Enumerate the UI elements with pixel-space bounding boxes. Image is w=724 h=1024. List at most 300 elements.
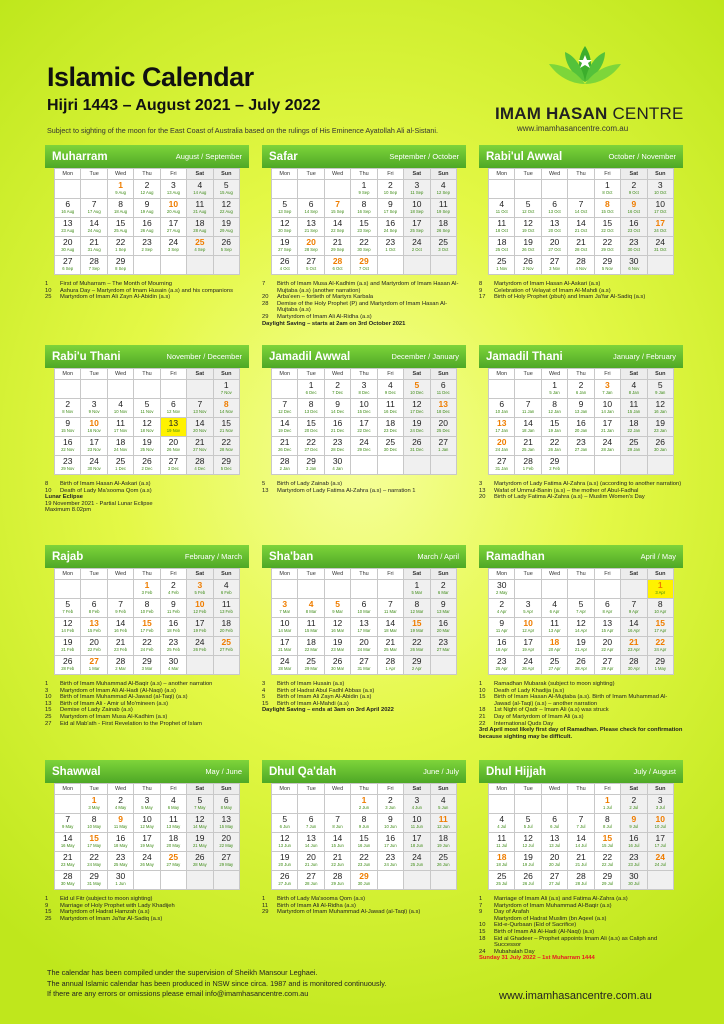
hijri-day: 29 bbox=[602, 871, 613, 881]
weekday-label: Sat bbox=[621, 369, 647, 380]
day-cell bbox=[272, 871, 298, 890]
weekday-header-row bbox=[55, 369, 240, 380]
hijri-day: 28 bbox=[385, 656, 396, 666]
event-list bbox=[45, 481, 249, 514]
hijri-day: 7 bbox=[578, 199, 584, 209]
hijri-day: 10 bbox=[89, 418, 99, 428]
gregorian-date: 9 May bbox=[62, 824, 74, 829]
hijri-day: 4 bbox=[440, 180, 446, 190]
hijri-day: 29 bbox=[306, 456, 316, 466]
event-text: Ramadhan Mubarak (subject to moon sighting) bbox=[494, 681, 615, 687]
day-cell bbox=[430, 456, 456, 475]
gregorian-date: 10 Feb bbox=[140, 609, 154, 614]
event-text: Birth of Imam Ali Zayn Al-Abidin (a.s) bbox=[277, 694, 372, 701]
weekday-label: Sun bbox=[213, 784, 239, 795]
hijri-day: 10 bbox=[523, 618, 533, 628]
day-cell bbox=[160, 637, 186, 656]
event-text: Martyrdom of Imam Musa Al-Kadhim (a.s) bbox=[60, 713, 168, 720]
gregorian-date: 13 Aug bbox=[166, 190, 180, 195]
weekday-label: Sat bbox=[621, 784, 647, 795]
hijri-day: 8 bbox=[605, 199, 610, 209]
hijri-day: 4 bbox=[552, 599, 557, 609]
gregorian-date: 8 Jun bbox=[332, 824, 343, 829]
hijri-day: 28 bbox=[332, 871, 343, 881]
gregorian-date: 28 Oct bbox=[574, 247, 588, 252]
day-cell bbox=[134, 580, 160, 599]
gregorian-date: 18 Feb bbox=[166, 628, 180, 633]
gregorian-date: 11 Jan bbox=[522, 409, 535, 414]
weekday-label: Mon bbox=[272, 369, 298, 380]
gregorian-date: 18 Apr bbox=[495, 647, 508, 652]
gregorian-date: 9 Jun bbox=[358, 824, 370, 829]
gregorian-date: 23 Jul bbox=[628, 862, 640, 867]
gregorian-date: 3 Apr bbox=[655, 590, 666, 595]
event-item bbox=[479, 707, 683, 714]
hijri-day: 21 bbox=[332, 237, 343, 247]
gregorian-date: 29 May bbox=[219, 862, 234, 867]
event-text: International Quds Day bbox=[494, 720, 554, 727]
day-cell bbox=[134, 795, 160, 814]
week-row bbox=[489, 814, 674, 833]
hijri-day: 12 bbox=[332, 618, 343, 628]
day-cell bbox=[568, 380, 594, 399]
weekday-label: Sat bbox=[404, 369, 430, 380]
event-day: 10 bbox=[45, 487, 52, 494]
gregorian-date: 22 Feb bbox=[87, 647, 101, 652]
hijri-day: 28 bbox=[279, 456, 290, 466]
event-day: 21 bbox=[479, 713, 486, 720]
event-item bbox=[479, 916, 683, 923]
hijri-day: 11 bbox=[497, 833, 507, 843]
hijri-day: 7 bbox=[335, 199, 340, 209]
hijri-day: 22 bbox=[142, 637, 152, 647]
gregorian-date: 25 Jan bbox=[521, 447, 535, 452]
hijri-day: 3 bbox=[657, 795, 663, 805]
gregorian-date: 29 Jun bbox=[331, 881, 344, 886]
gregorian-date: 6 Mar bbox=[437, 590, 449, 595]
week-row bbox=[55, 418, 240, 437]
gregorian-date: 20 Aug bbox=[166, 209, 180, 214]
hijri-day: 1 bbox=[605, 795, 610, 805]
gregorian-date: 15 Oct bbox=[601, 209, 614, 214]
hijri-day: 1 bbox=[414, 580, 420, 590]
day-cell bbox=[489, 852, 515, 871]
hijri-day: 6 bbox=[499, 399, 505, 409]
day-cell bbox=[213, 237, 239, 256]
month-header bbox=[45, 145, 249, 168]
week-row bbox=[489, 237, 674, 256]
hijri-day: 7 bbox=[525, 399, 531, 409]
day-cell bbox=[213, 456, 239, 475]
event-day: 9 bbox=[45, 902, 49, 909]
gregorian-date: 11 May bbox=[113, 824, 128, 829]
gregorian-date: 12 Jan bbox=[548, 409, 561, 414]
hijri-day: 19 bbox=[655, 418, 665, 428]
weekday-label: Tue bbox=[298, 784, 324, 795]
weekday-label: Fri bbox=[594, 369, 620, 380]
gregorian-date: 30 Nov bbox=[87, 466, 101, 471]
day-cell bbox=[187, 814, 213, 833]
gregorian-date: 3 Mar bbox=[141, 666, 153, 671]
day-cell bbox=[107, 418, 133, 437]
hijri-day: 20 bbox=[602, 637, 613, 647]
hijri-day: 20 bbox=[438, 418, 448, 428]
day-cell bbox=[489, 814, 515, 833]
gregorian-date: 26 May bbox=[140, 862, 154, 867]
day-cell bbox=[324, 656, 350, 675]
day-cell bbox=[489, 399, 515, 418]
day-cell bbox=[134, 237, 160, 256]
gregorian-date: 29 Mar bbox=[304, 666, 318, 671]
month-name: Dhul Hijjah bbox=[486, 765, 547, 778]
day-cell bbox=[377, 399, 403, 418]
day-cell bbox=[55, 580, 81, 599]
hijri-day: 26 bbox=[195, 852, 205, 862]
hijri-day: 15 bbox=[359, 218, 369, 228]
weekday-label: Wed bbox=[541, 569, 567, 580]
day-cell bbox=[404, 418, 430, 437]
day-cell bbox=[430, 814, 456, 833]
day-cell bbox=[647, 399, 673, 418]
day-cell bbox=[272, 418, 298, 437]
event-item bbox=[45, 281, 249, 288]
gregorian-date: 2 Dec bbox=[141, 466, 153, 471]
event-item bbox=[45, 721, 249, 728]
day-cell bbox=[351, 237, 377, 256]
hijri-day: 6 bbox=[308, 814, 314, 824]
gregorian-date: 21 Jan bbox=[601, 428, 614, 433]
gregorian-date: 20 Jan bbox=[574, 428, 588, 433]
hijri-day: 8 bbox=[361, 199, 367, 209]
hijri-day: 7 bbox=[631, 599, 637, 609]
day-cell bbox=[594, 199, 620, 218]
weekday-label: Tue bbox=[515, 169, 541, 180]
day-cell bbox=[107, 833, 133, 852]
week-row bbox=[55, 180, 240, 199]
day-cell bbox=[404, 180, 430, 199]
gregorian-date: 11 Feb bbox=[167, 609, 180, 614]
hijri-day: 7 bbox=[388, 599, 393, 609]
day-cell bbox=[404, 199, 430, 218]
event-item bbox=[45, 916, 249, 923]
gregorian-date: 11 Jun bbox=[410, 824, 423, 829]
day-cell bbox=[647, 656, 673, 675]
week-row bbox=[489, 852, 674, 871]
day-cell bbox=[134, 656, 160, 675]
gregorian-date: 8 Sep bbox=[115, 266, 127, 271]
week-row bbox=[272, 599, 457, 618]
gregorian-date: 27 Jul bbox=[548, 881, 561, 886]
gregorian-date: 1 Dec bbox=[115, 466, 127, 471]
event-item bbox=[479, 288, 683, 295]
day-cell bbox=[377, 795, 403, 814]
gregorian-date: 23 Sep bbox=[357, 228, 371, 233]
hijri-day: 20 bbox=[496, 437, 507, 447]
hijri-day: 27 bbox=[62, 256, 73, 266]
hijri-day: 18 bbox=[496, 237, 507, 247]
gregorian-date: 17 Jul bbox=[654, 843, 666, 848]
day-cell bbox=[213, 437, 239, 456]
gregorian-date: 23 May bbox=[60, 862, 75, 867]
gregorian-date: 19 Feb bbox=[193, 628, 207, 633]
gregorian-date: 7 Sep bbox=[88, 266, 100, 271]
hijri-day: 14 bbox=[332, 218, 343, 228]
hijri-day: 25 bbox=[629, 437, 639, 447]
weekday-label: Wed bbox=[107, 369, 133, 380]
gregorian-date: 26 Sep bbox=[436, 228, 450, 233]
day-cell bbox=[430, 618, 456, 637]
weekday-label: Mon bbox=[272, 169, 298, 180]
event-day: 20 bbox=[262, 294, 269, 301]
day-cell bbox=[568, 199, 594, 218]
event-note: 3rd April most likely first day of Ramadhan. Please check for confirmation because sighting may be difficult. bbox=[479, 727, 683, 740]
gregorian-date: 14 Nov bbox=[219, 409, 233, 414]
gregorian-date: 15 Dec bbox=[357, 409, 371, 414]
gregorian-date: 13 Apr bbox=[548, 628, 561, 633]
event-day: 24 bbox=[479, 948, 486, 955]
gregorian-date: 2 Jan bbox=[279, 466, 290, 471]
event-text: Celebration of Velayat of Imam Al-Mahdi (a.s) bbox=[494, 287, 611, 294]
hijri-day: 15 bbox=[221, 418, 231, 428]
gregorian-date: 22 Mar bbox=[304, 647, 318, 652]
hijri-day: 15 bbox=[549, 418, 560, 428]
day-cell bbox=[647, 580, 673, 599]
month-header bbox=[45, 760, 249, 783]
hijri-day: 5 bbox=[65, 599, 71, 609]
hijri-day: 3 bbox=[525, 599, 531, 609]
hijri-day: 19 bbox=[576, 637, 586, 647]
day-cell bbox=[489, 199, 515, 218]
month-name: Ramadhan bbox=[486, 550, 545, 563]
day-cell bbox=[489, 580, 515, 599]
month-name: Rajab bbox=[52, 550, 84, 563]
hijri-day: 6 bbox=[65, 199, 71, 209]
gregorian-date: 28 Aug bbox=[193, 228, 207, 233]
day-cell bbox=[213, 199, 239, 218]
gregorian-date: 5 Jun bbox=[438, 805, 449, 810]
hijri-day: 3 bbox=[414, 795, 420, 805]
day-cell bbox=[351, 618, 377, 637]
day-cell bbox=[430, 256, 456, 275]
hijri-day: 14 bbox=[385, 618, 396, 628]
day-cell bbox=[430, 418, 456, 437]
hijri-day: 29 bbox=[412, 656, 422, 666]
hijri-day: 24 bbox=[655, 237, 665, 247]
day-cell bbox=[160, 618, 186, 637]
gregorian-date: 3 Dec bbox=[167, 466, 179, 471]
gregorian-date: 18 Jun bbox=[410, 843, 424, 848]
brand-name-light: CENTRE bbox=[612, 104, 684, 123]
hijri-day: 6 bbox=[361, 599, 367, 609]
day-cell bbox=[404, 656, 430, 675]
hijri-day: 23 bbox=[496, 656, 507, 666]
day-cell bbox=[187, 380, 213, 399]
gregorian-date: 8 May bbox=[220, 805, 232, 810]
day-cell bbox=[298, 852, 324, 871]
gregorian-date: 10 Jul bbox=[654, 824, 666, 829]
hijri-day: 1 bbox=[361, 795, 367, 805]
gregorian-date: 2 Apr bbox=[411, 666, 422, 671]
event-item bbox=[45, 481, 249, 488]
weekday-label: Tue bbox=[81, 369, 107, 380]
event-item bbox=[45, 707, 249, 714]
hijri-day: 26 bbox=[221, 237, 231, 247]
day-cell bbox=[107, 199, 133, 218]
hijri-day: 20 bbox=[62, 237, 73, 247]
day-cell bbox=[187, 180, 213, 199]
day-cell bbox=[324, 637, 350, 656]
day-cell bbox=[351, 656, 377, 675]
gregorian-date: 5 Oct bbox=[306, 266, 317, 271]
day-cell bbox=[324, 437, 350, 456]
hijri-day: 9 bbox=[388, 814, 393, 824]
day-cell bbox=[647, 456, 673, 475]
day-cell bbox=[568, 637, 594, 656]
event-day: 1 bbox=[262, 896, 266, 902]
weekday-label: Sun bbox=[647, 569, 673, 580]
day-cell bbox=[515, 399, 541, 418]
hijri-day: 27 bbox=[306, 256, 316, 266]
day-cell bbox=[621, 656, 647, 675]
hijri-day: 25 bbox=[549, 656, 560, 666]
event-text: Eid al Mab'ath - First Revelation to the Prophet of Islam bbox=[60, 720, 202, 727]
gregorian-date: 25 Sep bbox=[410, 228, 424, 233]
gregorian-date: 30 Oct bbox=[627, 247, 640, 252]
gregorian-date: 2 Oct bbox=[411, 247, 422, 252]
gregorian-date: 12 Mar bbox=[410, 609, 424, 614]
gregorian-date: 12 Apr bbox=[522, 628, 535, 633]
event-text: Birth of Imam Al-Mahdi (a.s) bbox=[277, 700, 349, 707]
day-cell bbox=[377, 618, 403, 637]
gregorian-date: 21 Feb bbox=[61, 647, 75, 652]
hijri-day: 24 bbox=[412, 852, 422, 862]
event-item bbox=[479, 909, 683, 916]
event-item bbox=[45, 288, 249, 295]
weekday-label: Tue bbox=[298, 569, 324, 580]
gregorian-date: 16 Jun bbox=[357, 843, 371, 848]
month-header bbox=[262, 545, 466, 568]
hijri-day: 4 bbox=[171, 795, 176, 805]
week-row bbox=[489, 833, 674, 852]
gregorian-date: 7 Apr bbox=[576, 609, 586, 614]
month-grid bbox=[271, 568, 457, 675]
gregorian-date: 28 Feb bbox=[61, 666, 75, 671]
event-item bbox=[45, 681, 249, 688]
day-cell bbox=[351, 256, 377, 275]
day-cell bbox=[298, 580, 324, 599]
day-cell bbox=[647, 833, 673, 852]
hijri-day: 9 bbox=[440, 599, 446, 609]
hijri-day: 22 bbox=[602, 237, 613, 247]
day-cell bbox=[81, 418, 107, 437]
weekday-label: Tue bbox=[515, 369, 541, 380]
day-cell bbox=[541, 637, 567, 656]
event-item bbox=[45, 909, 249, 916]
gregorian-date: 7 Jan bbox=[602, 390, 613, 395]
event-day: 8 bbox=[45, 481, 49, 487]
hijri-day: 22 bbox=[89, 852, 99, 862]
gregorian-date: 27 Nov bbox=[193, 447, 207, 452]
hijri-day: 1 bbox=[144, 580, 150, 590]
month-gregorian-range: January / February bbox=[613, 352, 676, 361]
hijri-day: 3 bbox=[361, 380, 367, 390]
day-cell bbox=[404, 256, 430, 275]
day-cell bbox=[568, 814, 594, 833]
hijri-day: 2 bbox=[499, 599, 505, 609]
gregorian-date: 13 Sep bbox=[278, 209, 292, 214]
gregorian-date: 12 May bbox=[140, 824, 154, 829]
weekday-label: Thu bbox=[134, 784, 160, 795]
gregorian-date: 29 Aug bbox=[219, 228, 233, 233]
hijri-day: 19 bbox=[195, 833, 205, 843]
hijri-day: 15 bbox=[655, 618, 665, 628]
day-cell bbox=[134, 437, 160, 456]
gregorian-date: 19 Oct bbox=[521, 228, 535, 233]
hijri-day: 19 bbox=[523, 237, 533, 247]
day-cell bbox=[541, 218, 567, 237]
gregorian-date: 9 Apr bbox=[628, 609, 639, 614]
event-list bbox=[479, 896, 683, 962]
hijri-day: 28 bbox=[576, 256, 586, 266]
gregorian-date: 17 Feb bbox=[140, 628, 154, 633]
hijri-day: 4 bbox=[440, 795, 446, 805]
week-row bbox=[55, 656, 240, 675]
month-gregorian-range: June / July bbox=[423, 767, 459, 776]
gregorian-date: 23 Apr bbox=[627, 647, 640, 652]
day-cell bbox=[489, 833, 515, 852]
hijri-day: 1 bbox=[223, 380, 229, 390]
gregorian-date: 18 May bbox=[113, 843, 128, 848]
week-row bbox=[272, 456, 457, 475]
day-cell bbox=[541, 437, 567, 456]
gregorian-date: 4 Jul bbox=[497, 824, 507, 829]
week-row bbox=[55, 456, 240, 475]
weekday-header-row bbox=[55, 169, 240, 180]
hijri-day: 18 bbox=[438, 833, 448, 843]
day-cell bbox=[160, 795, 186, 814]
gregorian-date: 21 Aug bbox=[193, 209, 207, 214]
event-item bbox=[479, 494, 683, 501]
day-cell bbox=[489, 618, 515, 637]
hijri-day: 24 bbox=[168, 237, 179, 247]
hijri-day: 3 bbox=[657, 180, 663, 190]
day-cell bbox=[81, 237, 107, 256]
gregorian-date: 7 Oct bbox=[358, 266, 369, 271]
hijri-day: 16 bbox=[576, 418, 586, 428]
gregorian-date: 31 May bbox=[87, 881, 101, 886]
event-list bbox=[45, 896, 249, 922]
gregorian-date: 18 Dec bbox=[436, 409, 450, 414]
weekday-label: Mon bbox=[489, 569, 515, 580]
hijri-day: 22 bbox=[602, 852, 613, 862]
hijri-day: 17 bbox=[655, 833, 665, 843]
week-row bbox=[55, 618, 240, 637]
gregorian-date: 26 Aug bbox=[140, 228, 154, 233]
hijri-day: 25 bbox=[496, 871, 507, 881]
gregorian-date: 9 Jan bbox=[655, 390, 666, 395]
hijri-day: 1 bbox=[91, 795, 97, 805]
gregorian-date: 29 Dec bbox=[357, 447, 371, 452]
day-cell bbox=[515, 871, 541, 890]
gregorian-date: 6 Dec bbox=[305, 390, 317, 395]
gregorian-date: 30 Mar bbox=[331, 666, 345, 671]
gregorian-date: 10 Mar bbox=[357, 609, 371, 614]
day-cell bbox=[187, 618, 213, 637]
gregorian-date: 23 Dec bbox=[383, 428, 398, 433]
hijri-day: 29 bbox=[359, 871, 369, 881]
day-cell bbox=[81, 637, 107, 656]
event-day: 18 bbox=[479, 935, 486, 942]
